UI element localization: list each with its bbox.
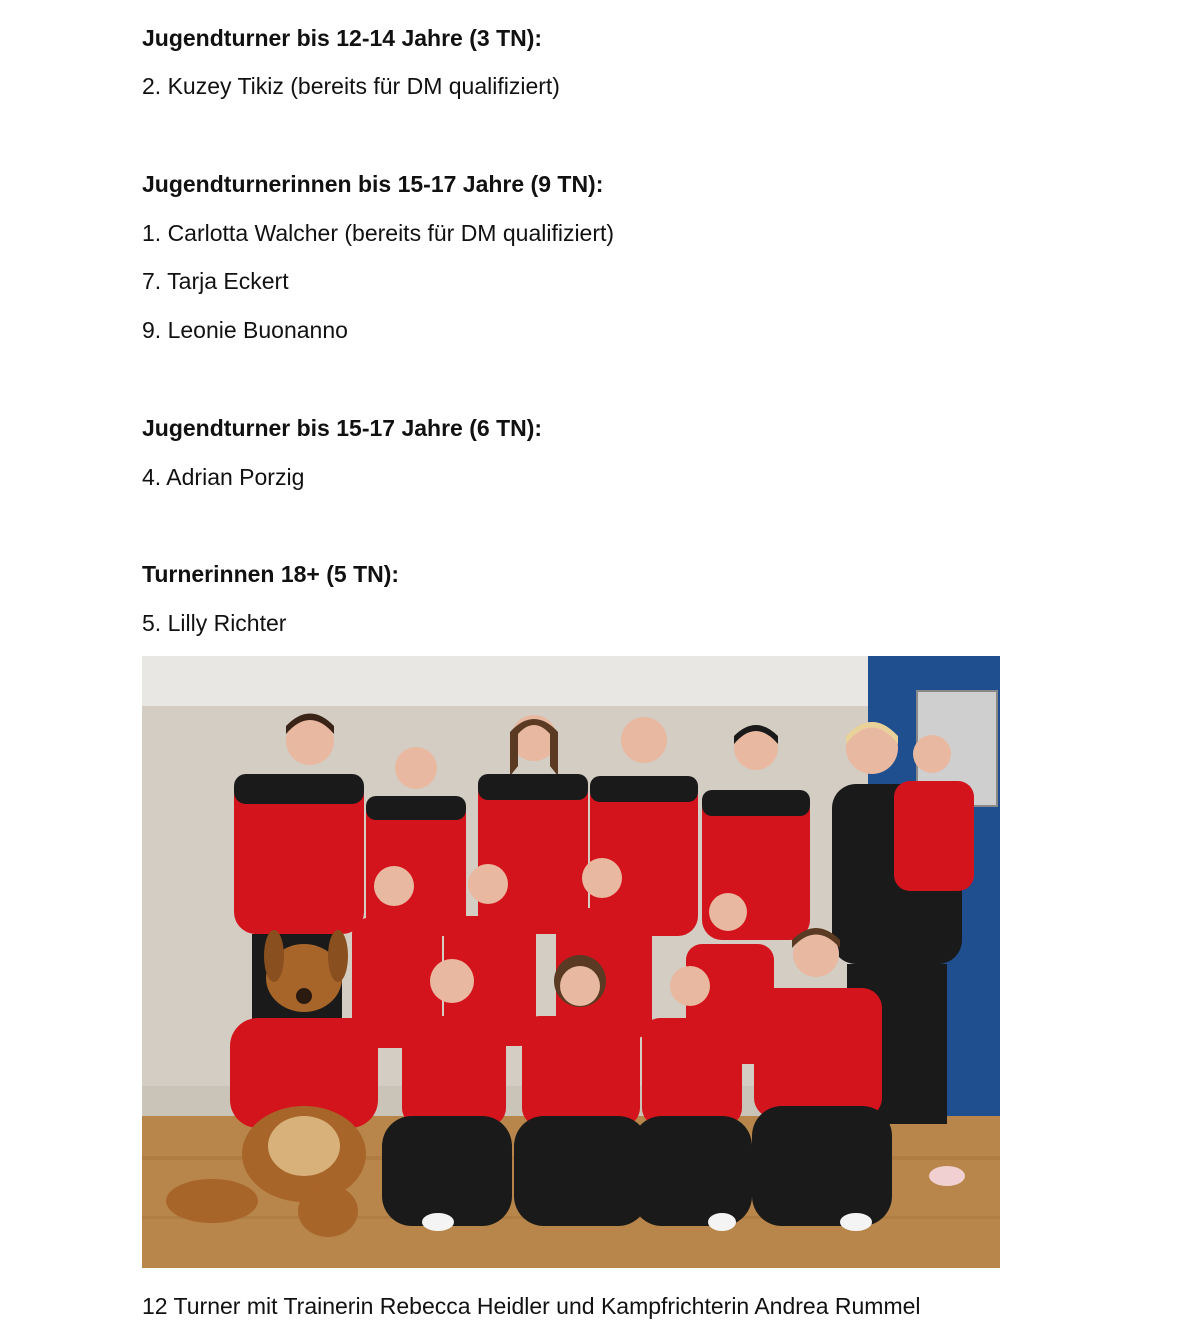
- result-entry: 5. Lilly Richter: [142, 610, 287, 636]
- section-heading: Jugendturner bis 15-17 Jahre (6 TN):: [142, 415, 543, 441]
- result-entry: 9. Leonie Buonanno: [142, 317, 348, 343]
- result-entry: 2. Kuzey Tikiz (bereits für DM qualifiziert): [142, 73, 560, 99]
- result-entry: 1. Carlotta Walcher (bereits für DM qualifiziert): [142, 220, 615, 246]
- section-heading: Jugendturnerinnen bis 15-17 Jahre (9 TN):: [142, 171, 604, 197]
- result-entry: 7. Tarja Eckert: [142, 268, 289, 294]
- photo-caption: 12 Turner mit Trainerin Rebecca Heidler und Kampfrichterin Andrea Rummel: [142, 1293, 921, 1319]
- result-entry: 4. Adrian Porzig: [142, 464, 305, 490]
- section-heading: Jugendturner bis 12-14 Jahre (3 TN):: [142, 25, 543, 51]
- section-heading: Turnerinnen 18+ (5 TN):: [142, 561, 400, 587]
- team-photo: [142, 656, 1000, 1268]
